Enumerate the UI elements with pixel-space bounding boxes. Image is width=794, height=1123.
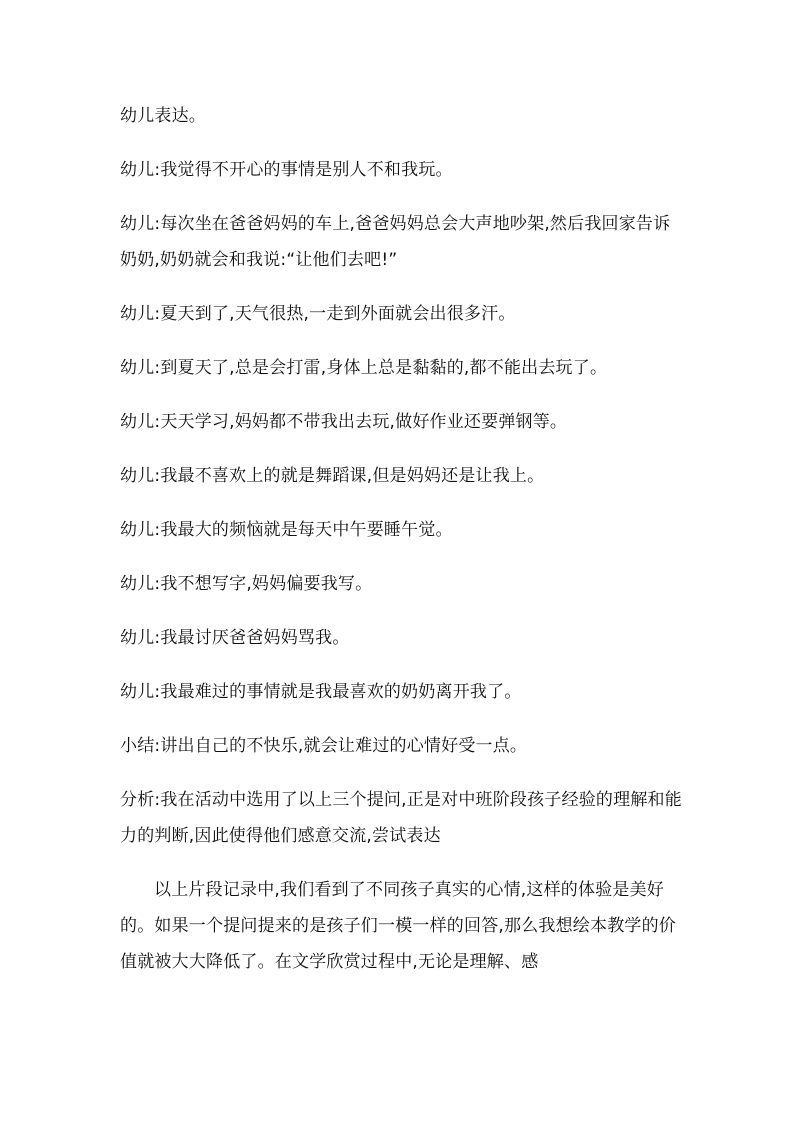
paragraph-11: 幼儿:我最难过的事情就是我最喜欢的奶奶离开我了。 <box>120 682 522 702</box>
paragraph-analysis: 分析:我在活动中选用了以上三个提问,正是对中班阶段孩子经验的理解和能力的判断,因此使得他们感意交流,尝试表达 <box>120 790 682 846</box>
paragraph-6: 幼儿:天天学习,妈妈都不带我出去玩,做好作业还要弹钢等。 <box>120 412 568 432</box>
paragraph-9: 幼儿:我不想写字,妈妈偏要我写。 <box>120 574 373 594</box>
document-body <box>120 98 686 980</box>
paragraph-2: 幼儿:我觉得不开心的事情是别人不和我玩。 <box>120 160 453 180</box>
paragraph-8: 幼儿:我最大的频恼就是每天中午要睡午觉。 <box>120 520 453 540</box>
paragraph-5: 幼儿:到夏天了,总是会打雷,身体上总是黏黏的,都不能出去玩了。 <box>120 358 608 378</box>
paragraph-10: 幼儿:我最讨厌爸爸妈妈骂我。 <box>120 628 350 648</box>
paragraph-4: 幼儿:夏天到了,天气很热,一走到外面就会出很多汗。 <box>120 304 516 324</box>
paragraph-summary: 小结:讲出自己的不快乐,就会让难过的心情好受一点。 <box>120 736 528 756</box>
paragraph-closing: 以上片段记录中,我们看到了不同孩子真实的心情,这样的体验是美好的。如果一个提问提来的是孩子们一模一样的回答,那么我想绘本教学的价值就被大大降低了。在文学欣赏过程中,无论是理解、感 <box>120 880 677 972</box>
paragraph-7: 幼儿:我最不喜欢上的就是舞蹈课,但是妈妈还是让我上。 <box>120 466 545 486</box>
paragraph-1: 幼儿表达。 <box>120 106 206 126</box>
paragraph-3: 幼儿:每次坐在爸爸妈妈的车上,爸爸妈妈总会大声地吵架,然后我回家告诉奶奶,奶奶就会和我说:“让他们去吧!” <box>120 214 671 270</box>
